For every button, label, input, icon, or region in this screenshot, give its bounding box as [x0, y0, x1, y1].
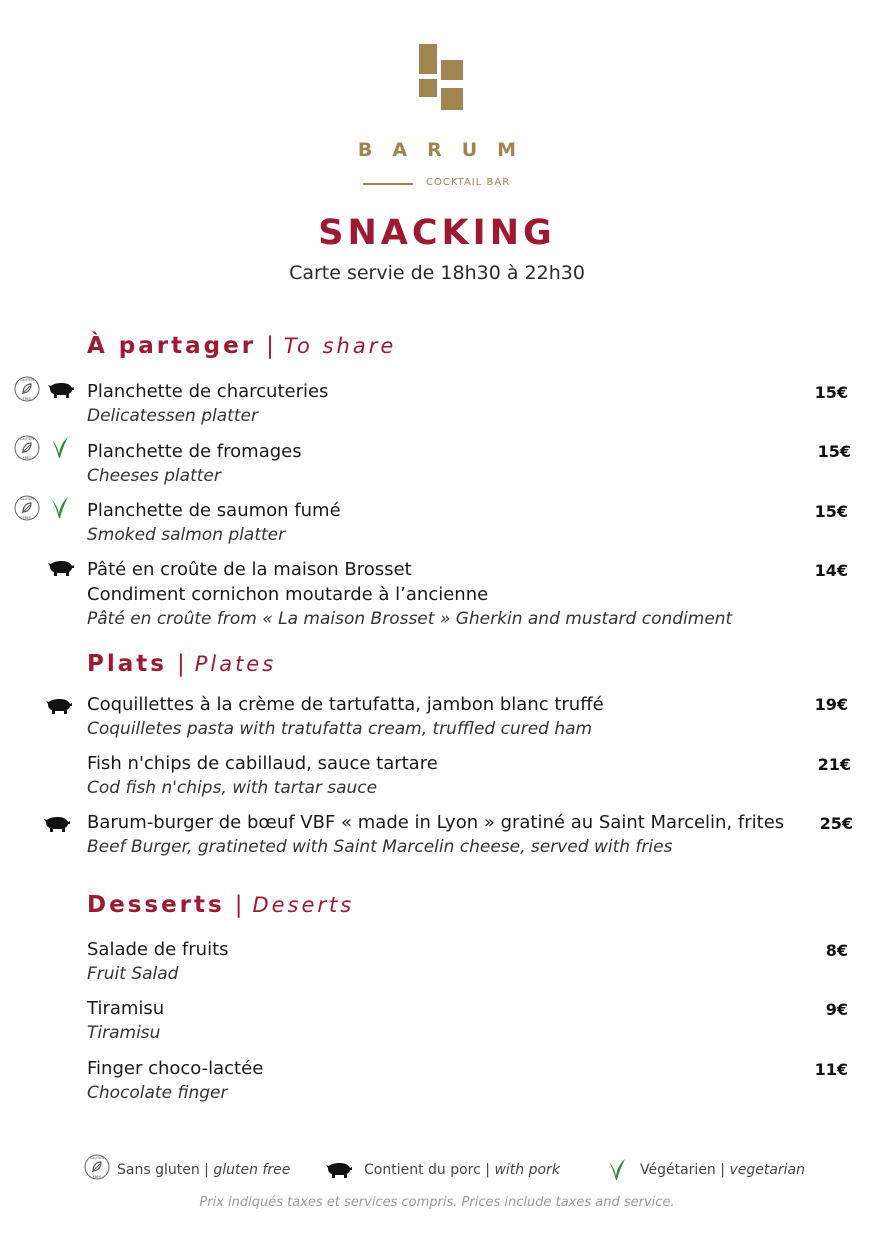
- menu-item: [87, 937, 787, 987]
- pork-icon: [47, 380, 75, 400]
- menu-item: [87, 1056, 787, 1106]
- logo-mark: [419, 44, 465, 110]
- brand-name: BARUM: [357, 139, 537, 161]
- item-translation: Tiramisu: [87, 1023, 161, 1043]
- legend-pork: Contient du porc | with pork: [364, 1162, 560, 1178]
- pork-icon: [45, 696, 73, 716]
- menu-item: [87, 557, 807, 632]
- item-price: 11€: [814, 1060, 848, 1079]
- item-price: 14€: [814, 561, 848, 580]
- item-name: Planchette de saumon fumé: [87, 500, 341, 521]
- menu-item: [87, 810, 797, 860]
- gluten-free-icon: [13, 494, 41, 522]
- menu-item: [87, 439, 787, 489]
- item-price: 15€: [817, 442, 851, 461]
- item-price: 9€: [825, 1000, 848, 1019]
- section-heading-plates: Plats | Plates: [87, 651, 277, 677]
- gluten-free-icon: [83, 1153, 111, 1181]
- item-price: 15€: [814, 383, 848, 402]
- item-translation: Coquilletes pasta with tratufatta cream, truffled cured ham: [87, 719, 593, 739]
- section-heading-desserts: Desserts | Deserts: [87, 892, 355, 918]
- section-title-en: Deserts: [252, 893, 355, 917]
- menu-item: [87, 751, 787, 801]
- section-title-fr: Desserts: [87, 892, 225, 918]
- menu-item: [87, 379, 787, 429]
- section-heading-share: À partager | To share: [87, 333, 397, 359]
- brand-line: [363, 183, 413, 185]
- vegetarian-icon: [607, 1158, 627, 1182]
- item-name: Coquillettes à la crème de tartufatta, jambon blanc truffé: [87, 694, 604, 715]
- item-name: Fish n'chips de cabillaud, sauce tartare: [87, 753, 438, 774]
- menu-item: [87, 498, 787, 548]
- item-name: Planchette de fromages: [87, 441, 302, 462]
- vegetarian-icon: [50, 436, 70, 460]
- item-translation: Fruit Salad: [87, 964, 179, 984]
- footer-note: Prix indiqués taxes et services compris. Prices include taxes and service.: [199, 1195, 675, 1210]
- pork-icon: [325, 1160, 353, 1180]
- item-name: Planchette de charcuteries: [87, 381, 329, 402]
- legend-gluten: Sans gluten | gluten free: [117, 1162, 291, 1178]
- item-name: Tiramisu: [87, 998, 165, 1019]
- section-title-fr: Plats: [87, 651, 167, 677]
- pork-icon: [43, 814, 71, 834]
- vegetarian-icon: [50, 496, 70, 520]
- item-translation: Smoked salmon platter: [87, 525, 286, 545]
- section-title-en: Plates: [194, 652, 277, 676]
- pork-icon: [47, 558, 75, 578]
- item-translation: Pâté en croûte from « La maison Brosset » Gherkin and mustard condiment: [87, 609, 733, 629]
- legend-vegetarian: Végétarien | vegetarian: [640, 1162, 806, 1178]
- menu-item: [87, 996, 787, 1046]
- item-translation: Cheeses platter: [87, 466, 221, 486]
- page-subtitle: Carte servie de 18h30 à 22h30: [289, 262, 585, 284]
- section-title-fr: À partager: [87, 333, 257, 359]
- item-price: 8€: [825, 941, 848, 960]
- item-translation: Cod fish n'chips, with tartar sauce: [87, 778, 378, 798]
- item-translation: Chocolate finger: [87, 1083, 228, 1103]
- item-price: 15€: [814, 502, 848, 521]
- brand-subtitle: COCKTAIL BAR: [426, 177, 511, 188]
- item-name-line2: Condiment cornichon moutarde à l’ancienne: [87, 584, 489, 605]
- section-title-en: To share: [283, 334, 397, 358]
- item-name: Pâté en croûte de la maison Brosset: [87, 559, 412, 580]
- item-name: Salade de fruits: [87, 939, 229, 960]
- menu-item: [87, 692, 787, 742]
- item-translation: Delicatessen platter: [87, 406, 258, 426]
- item-price: 19€: [814, 695, 848, 714]
- gluten-free-icon: [13, 375, 41, 403]
- item-name: Barum-burger de bœuf VBF « made in Lyon » gratiné au Saint Marcelin, frites: [87, 812, 785, 833]
- item-name: Finger choco-lactée: [87, 1058, 264, 1079]
- item-translation: Beef Burger, gratineted with Saint Marcelin cheese, served with fries: [87, 837, 673, 857]
- item-price: 25€: [819, 814, 853, 833]
- item-price: 21€: [817, 755, 851, 774]
- page-title: SNACKING: [318, 213, 556, 253]
- gluten-free-icon: [13, 434, 41, 462]
